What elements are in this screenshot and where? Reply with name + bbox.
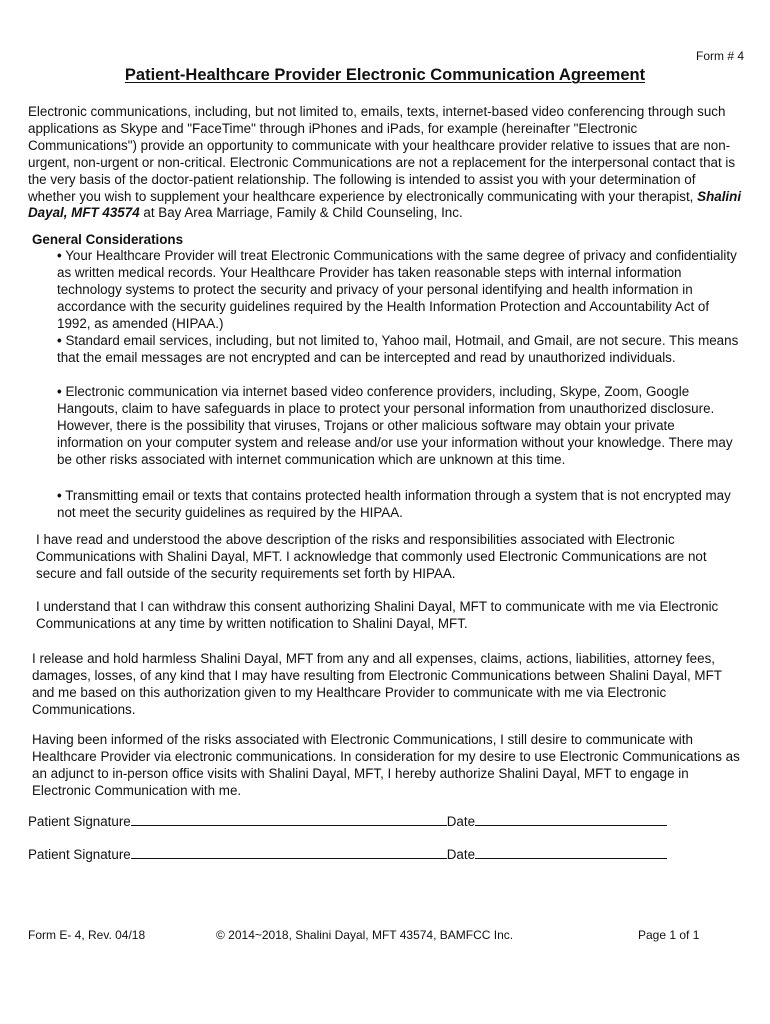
bullet-text: Transmitting email or texts that contains protected health information through a system that is not encrypted may not meet the security guidelines as required by the HIPAA. [57, 488, 731, 520]
bullet-text: Electronic communication via internet based video conference providers, including, Skype, Zoom, Google Hangouts, claim to have safeguards in place to protect your personal information from unauthorized disclosure. However, there is the possibility that viruses, Trojans or other malicious software may obtain your private information on your computer system and release and/or use your information without your knowledge. There may be other risks associated with internet communication which are unknown at this time. [57, 384, 733, 467]
bullet-item [57, 488, 743, 522]
footer-copyright: © 2014~2018, Shalini Dayal, MFT 43574, BAMFCC Inc. [216, 928, 514, 942]
signature-label: Patient Signature [28, 847, 131, 862]
authorization-paragraph: Having been informed of the risks associated with Electronic Communications, I still desire to communicate with Healthcare Provider via electronic communications. In consideration for my desire to use Electronic Communications as an adjunct to in-person office visits with Shalini Dayal, MFT, I hereby authorize Shalini Dayal, MFT to engage in Electronic Communication with me. [32, 732, 740, 798]
intro-text-before: Electronic communications, including, but not limited to, emails, texts, internet-based video conferencing through such applications as Skype and "FaceTime" through iPhones and iPads, for example (hereinafter "Electronic Communications") provide an opportunity to communicate with your healthcare provider relative to issues that are non-urgent, non-urgent or non-critical. Electronic Communications are not a replacement for the interpersonal contact that is the very basis of the doctor-patient relationship. The following is intended to assist you with your determination of whether you wish to supplement your healthcare experience by electronically communicating with your therapist, [28, 104, 736, 204]
bullet-item [57, 248, 743, 333]
bullet-icon: • [57, 488, 62, 503]
general-considerations-heading: General Considerations [32, 232, 184, 247]
release-paragraph: I release and hold harmless Shalini Dayal, MFT from any and all expenses, claims, actions, liabilities, attorney fees, damages, losses, of any kind that I may have resulting from Electronic Communications between Shalini Dayal, MFT and me based on this authorization given to my Healthcare Provider to communicate with me via Electronic Communications. [32, 651, 722, 717]
signature-label: Patient Signature [28, 814, 131, 829]
footer-page-number: Page 1 of 1 [638, 928, 700, 942]
document-title [0, 66, 770, 85]
bullet-text: Standard email services, including, but not limited to, Yahoo mail, Hotmail, and Gmail, are not secure. This means that the email messages are not encrypted and can be intercepted and read by unauthorized individuals. [57, 333, 739, 365]
signature-row [28, 846, 667, 863]
form-number: Form # 4 [695, 49, 744, 63]
consent-withdrawal-paragraph: I understand that I can withdraw this consent authorizing Shalini Dayal, MFT to communicate with me via Electronic Communications at any time by written notification to Shalini Dayal, MFT. [36, 599, 719, 631]
date-label: Date [446, 814, 476, 829]
patient-signature-field[interactable] [131, 813, 447, 826]
bullet-item [57, 333, 743, 367]
footer-form-revision: Form E- 4, Rev. 04/18 [28, 928, 146, 942]
acknowledgement-paragraph: I have read and understood the above description of the risks and responsibilities associated with Electronic Communications with Shalini Dayal, MFT. I acknowledge that commonly used Electronic Communications are not secure and fall outside of the security requirements set forth by HIPAA. [36, 532, 707, 581]
intro-text-after: at Bay Area Marriage, Family & Child Counseling, Inc. [139, 205, 463, 221]
date-field[interactable] [475, 813, 667, 826]
therapist-name: Shalini Dayal, MFT 43574 [28, 188, 742, 221]
bullet-icon: • [57, 384, 62, 399]
date-field[interactable] [475, 846, 667, 859]
patient-signature-field[interactable] [131, 846, 447, 859]
intro-paragraph [28, 104, 742, 222]
document-title-text: Patient-Healthcare Provider Electronic Communication Agreement [124, 66, 646, 84]
date-label: Date [446, 847, 476, 862]
bullet-text: Your Healthcare Provider will treat Electronic Communications with the same degree of privacy and confidentiality as written medical records. Your Healthcare Provider has taken reasonable steps with internal information technology systems to protect the security and privacy of your personal identifying and health information in accordance with the security guidelines required by the Health Information Protection and Accountability Act of 1992, as amended (HIPAA.) [57, 248, 737, 331]
bullet-icon: • [57, 333, 62, 348]
signature-row [28, 813, 667, 830]
bullet-item [57, 384, 743, 469]
bullet-icon: • [57, 248, 62, 263]
